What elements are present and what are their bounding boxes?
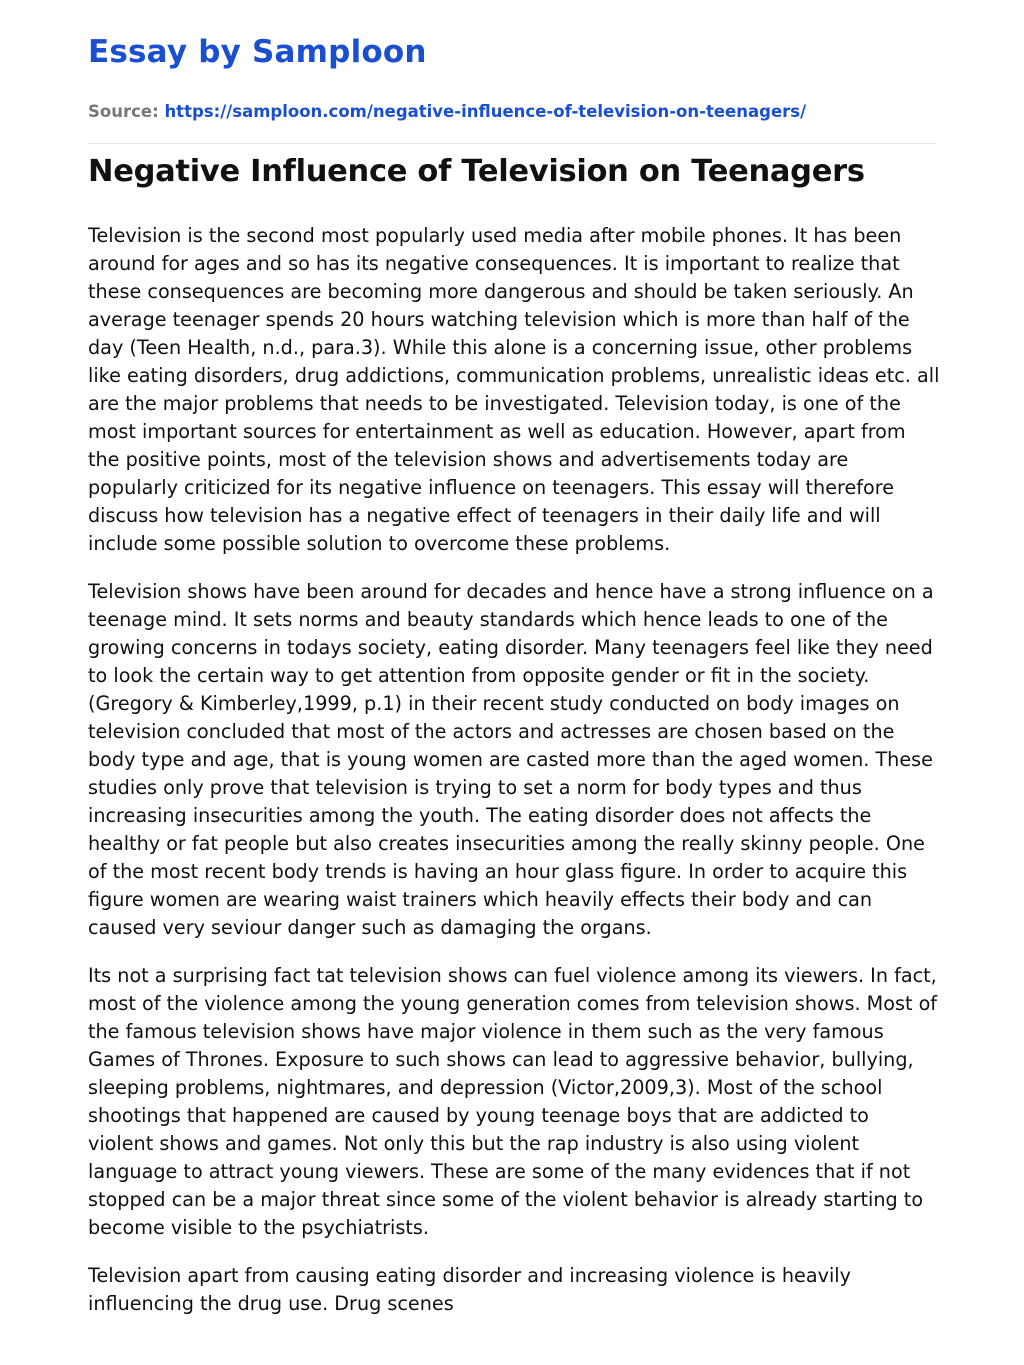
header-divider xyxy=(88,143,936,144)
essay-body xyxy=(88,222,940,1338)
essay-paragraph-2: Television shows have been around for decades and hence have a strong influence on a teenage mind. It sets norms and beauty standards which hence leads to one of the growing concerns in todays society, eating disorder. Many teenagers feel like they need to look the certain way to get attention from opposite gender or fit in the society. (Gregory & Kimberley,1999, p.1) in their recent study conducted on body images on television concluded that most of the actors and actresses are chosen based on the body type and age, that is young women are casted more than the aged women. These studies only prove that television is trying to set a norm for body types and thus increasing insecurities among the youth. The eating disorder does not affects the healthy or fat people but also creates insecurities among the really skinny people. One of the most recent body trends is having an hour glass figure. In order to acquire this figure women are wearing waist trainers which heavily effects their body and can caused very seviour danger such as damaging the organs. xyxy=(88,580,934,939)
site-brand-title: Essay by Samploon xyxy=(88,34,427,70)
source-line xyxy=(88,102,806,121)
source-label: Source: xyxy=(88,102,159,121)
essay-title: Negative Influence of Television on Teenagers xyxy=(88,154,865,189)
source-link[interactable]: https://samploon.com/negative-influence-of-television-on-teenagers/ xyxy=(164,102,807,121)
essay-paragraph-1: Television is the second most popularly used media after mobile phones. It has been around for ages and so has its negative consequences. It is important to realize that these consequences are becoming more dangerous and should be taken seriously. An average teenager spends 20 hours watching television which is more than half of the day (Teen Health, n.d., para.3). While this alone is a concerning issue, other problems like eating disorders, drug addictions, communication problems, unrealistic ideas etc. all are the major problems that needs to be investigated. Television today, is one of the most important sources for entertainment as well as education. However, apart from the positive points, most of the television shows and advertisements today are popularly criticized for its negative influence on teenagers. This essay will therefore discuss how television has a negative effect of teenagers in their daily life and will include some possible solution to overcome these problems. xyxy=(88,224,940,555)
essay-paragraph-4: Television apart from causing eating disorder and increasing violence is heavily influencing the drug use. Drug scenes xyxy=(88,1264,851,1315)
essay-paragraph-3: Its not a surprising fact tat television shows can fuel violence among its viewers. In fact, most of the violence among the young generation comes from television shows. Most of the famous television shows have major violence in them such as the very famous Games of Thrones. Exposure to such shows can lead to aggressive behavior, bullying, sleeping problems, nightmares, and depression (Victor,2009,3). Most of the school shootings that happened are caused by young teenage boys that are addicted to violent shows and games. Not only this but the rap industry is also using violent language to attract young viewers. These are some of the many evidences that if not stopped can be a major threat since some of the violent behavior is already starting to become visible to the psychiatrists. xyxy=(88,964,938,1239)
